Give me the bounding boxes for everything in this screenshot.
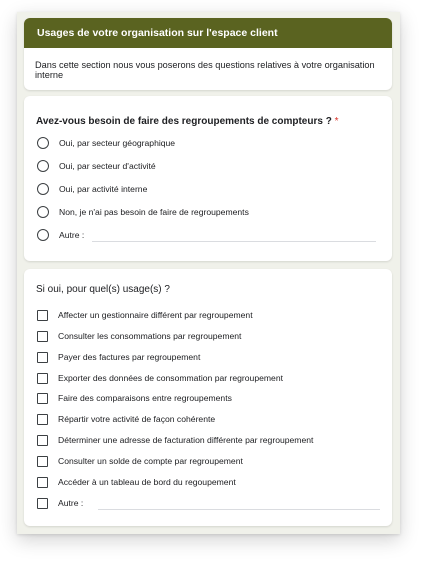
option-label: Autre : [59, 230, 85, 240]
form-container [17, 12, 400, 534]
option-label: Autre : [58, 498, 84, 508]
option-label: Consulter un solde de compte par regroupement [58, 456, 243, 466]
question-card-regroupements [24, 96, 392, 261]
checkbox[interactable] [37, 477, 48, 488]
option-label: Oui, par secteur d'activité [59, 161, 156, 171]
checkbox-option-consommations[interactable] [37, 329, 241, 343]
checkbox[interactable] [37, 352, 48, 363]
option-label: Affecter un gestionnaire différent par regroupement [58, 310, 253, 320]
section-description: Dans cette section nous vous poserons des questions relatives à votre organisation interne [35, 60, 375, 80]
question-title [36, 116, 339, 127]
option-label: Accéder à un tableau de bord du regoupement [58, 477, 236, 487]
option-label: Déterminer une adresse de facturation différente par regroupement [58, 435, 314, 445]
question-title-text: Avez-vous besoin de faire des regroupements de compteurs ? [36, 116, 332, 127]
section-title: Usages de votre organisation sur l'espace client [24, 18, 392, 48]
checkbox-option-autre[interactable] [37, 496, 83, 510]
radio-button[interactable] [37, 137, 49, 149]
option-label: Payer des factures par regroupement [58, 352, 201, 362]
checkbox[interactable] [37, 393, 48, 404]
checkbox[interactable] [37, 331, 48, 342]
option-label: Exporter des données de consommation par regroupement [58, 373, 284, 383]
option-label: Faire des comparaisons entre regroupements [58, 393, 232, 403]
checkbox-option-exporter[interactable] [37, 371, 283, 385]
checkbox-option-facturation[interactable] [37, 433, 313, 447]
checkbox[interactable] [37, 498, 48, 509]
autre-text-input[interactable] [98, 509, 380, 510]
radio-button[interactable] [37, 229, 49, 241]
checkbox-option-tableau-de-bord[interactable] [37, 475, 236, 489]
option-label: Oui, par secteur géographique [59, 138, 176, 148]
radio-option-activite-interne[interactable] [37, 182, 147, 196]
checkbox[interactable] [37, 414, 48, 425]
checkbox[interactable] [37, 435, 48, 446]
option-label: Non, je n'ai pas besoin de faire de regroupements [59, 207, 249, 217]
radio-option-secteur-geographique[interactable] [37, 136, 175, 150]
radio-button[interactable] [37, 160, 49, 172]
option-label: Consulter les consommations par regroupement [58, 331, 242, 341]
radio-option-autre[interactable] [37, 228, 84, 242]
section-header-card [24, 18, 392, 90]
checkbox-option-repartir[interactable] [37, 412, 215, 426]
autre-text-input[interactable] [92, 241, 376, 242]
checkbox[interactable] [37, 373, 48, 384]
radio-option-secteur-activite[interactable] [37, 159, 156, 173]
radio-option-non[interactable] [37, 205, 249, 219]
checkbox-option-solde[interactable] [37, 454, 243, 468]
checkbox-option-comparaisons[interactable] [37, 391, 232, 405]
option-label: Oui, par activité interne [59, 184, 148, 194]
radio-button[interactable] [37, 183, 49, 195]
question-card-usages [24, 269, 392, 526]
radio-button[interactable] [37, 206, 49, 218]
checkbox[interactable] [37, 310, 48, 321]
checkbox[interactable] [37, 456, 48, 467]
option-label: Répartir votre activité de façon cohérente [58, 414, 216, 424]
checkbox-option-factures[interactable] [37, 350, 200, 364]
question-title: Si oui, pour quel(s) usage(s) ? [36, 284, 170, 295]
required-marker: * [334, 116, 339, 127]
checkbox-option-gestionnaire[interactable] [37, 308, 253, 322]
